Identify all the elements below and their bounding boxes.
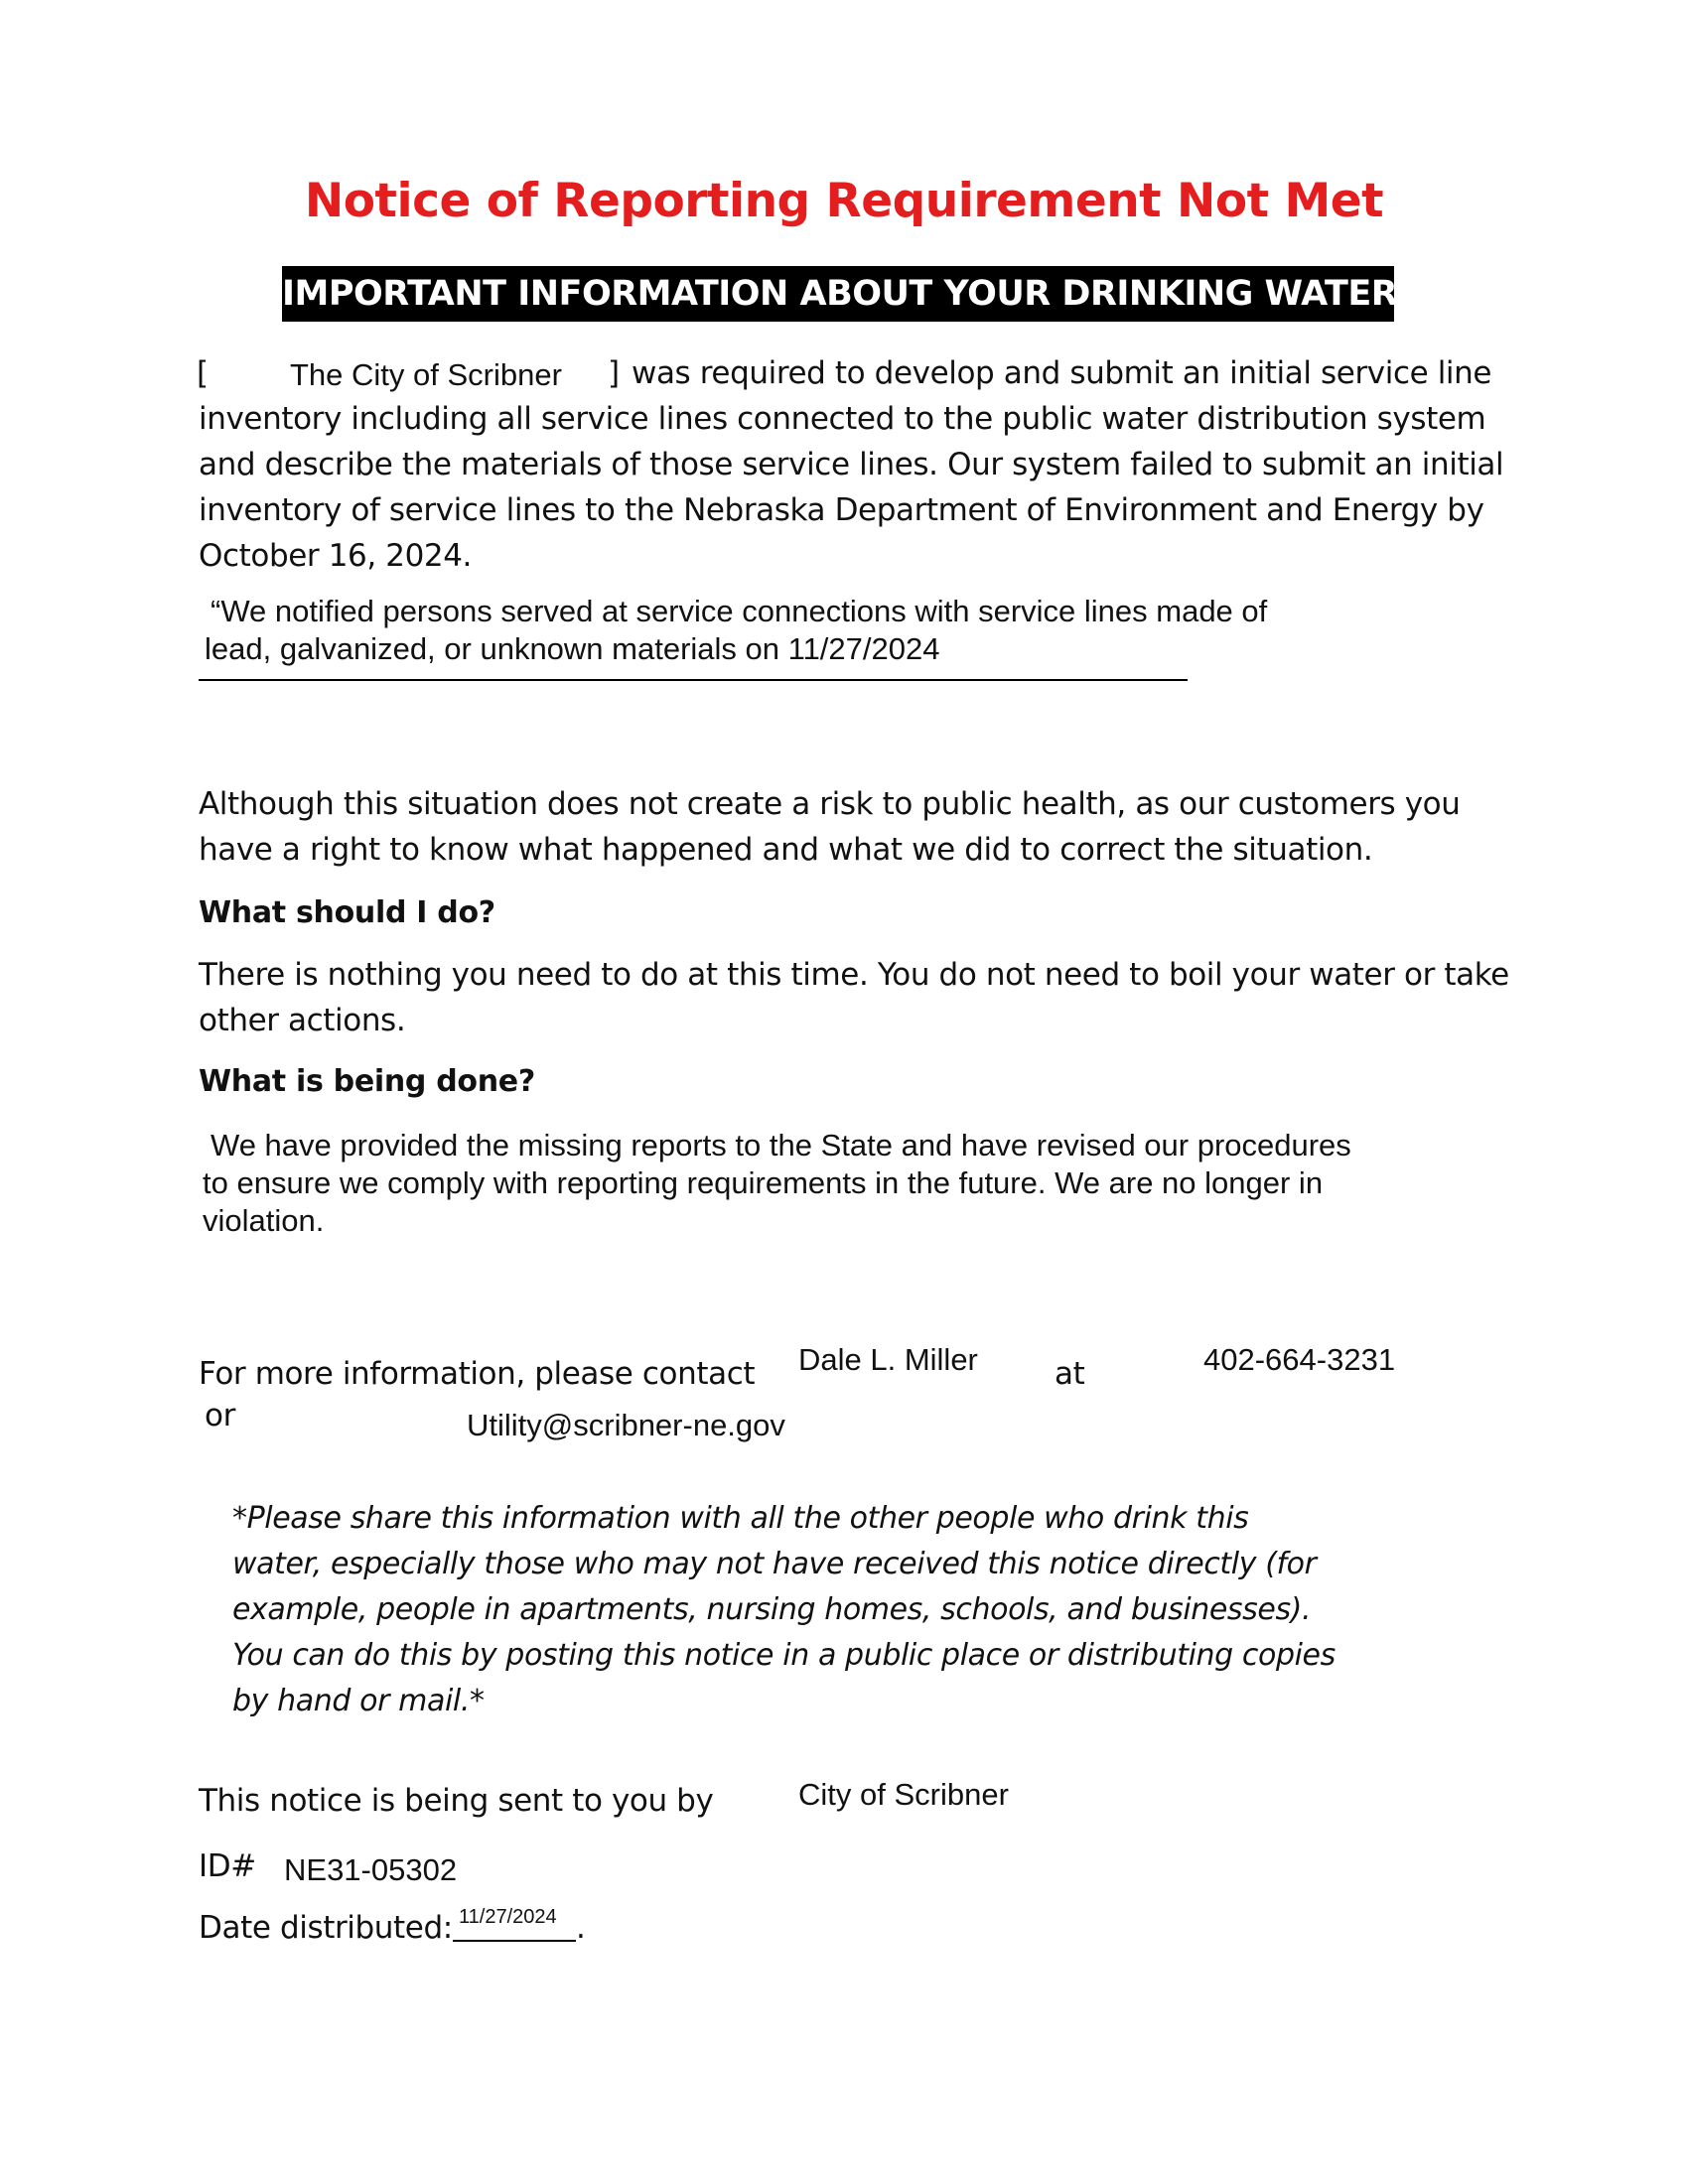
contact-label: For more information, please contact [199,1356,756,1392]
intro-line-3: and describe the materials of those service lines. Our system failed to submit an initial [199,447,1504,482]
important-info-banner: IMPORTANT INFORMATION ABOUT YOUR DRINKING WATER [282,266,1394,322]
id-label: ID# [199,1848,256,1884]
share-line-1: *Please share this information with all the other people who drink this [232,1501,1249,1536]
date-label: Date distributed: [199,1910,453,1946]
risk-line-1: Although this situation does not create a risk to public health, as our customers you [199,786,1461,822]
intro-line-1: was required to develop and submit an initial service line [632,355,1492,391]
risk-line-2: have a right to know what happened and what we did to correct the situation. [199,832,1373,868]
intro-line-5: October 16, 2024. [199,538,473,574]
date-underline [453,1940,576,1942]
what-should-line-2: other actions. [199,1003,406,1038]
sent-by-field: City of Scribner [798,1777,1009,1812]
date-period: . [576,1910,586,1946]
bracket-close: ] [608,355,621,391]
contact-or: or [205,1398,235,1433]
share-line-3: example, people in apartments, nursing homes, schools, and businesses). [232,1592,1312,1627]
being-done-line-3: violation. [203,1203,325,1238]
notification-line-1: “We notified persons served at service connections with service lines made of [211,594,1268,628]
being-done-line-2: to ensure we comply with reporting requirements in the future. We are no longer in [203,1165,1324,1200]
id-field: NE31-05302 [284,1852,458,1887]
contact-phone-field: 402-664-3231 [1203,1342,1396,1377]
notification-underline [199,679,1188,681]
system-name-field: The City of Scribner [290,357,562,392]
being-done-heading: What is being done? [199,1064,535,1099]
date-field: 11/27/2024 [459,1906,557,1928]
notice-title: Notice of Reporting Requirement Not Met [304,174,1384,228]
contact-email-field: Utility@scribner-ne.gov [467,1408,785,1442]
what-should-line-1: There is nothing you need to do at this time. You do not need to boil your water or take [199,957,1509,993]
share-line-4: You can do this by posting this notice in a public place or distributing copies [232,1638,1336,1673]
intro-line-4: inventory of service lines to the Nebraska Department of Environment and Energy by [199,492,1484,528]
sent-by-label: This notice is being sent to you by [199,1783,714,1819]
notification-line-2: lead, galvanized, or unknown materials on 11/27/2024 [205,631,940,666]
contact-at: at [1055,1356,1085,1392]
what-should-heading: What should I do? [199,895,495,930]
bracket-open: [ [197,355,210,391]
contact-name-field: Dale L. Miller [798,1342,978,1377]
share-line-5: by hand or mail.* [232,1684,485,1718]
intro-line-2: inventory including all service lines connected to the public water distribution system [199,401,1486,437]
share-line-2: water, especially those who may not have received this notice directly (for [232,1547,1317,1581]
being-done-line-1: We have provided the missing reports to the State and have revised our procedures [211,1128,1351,1162]
